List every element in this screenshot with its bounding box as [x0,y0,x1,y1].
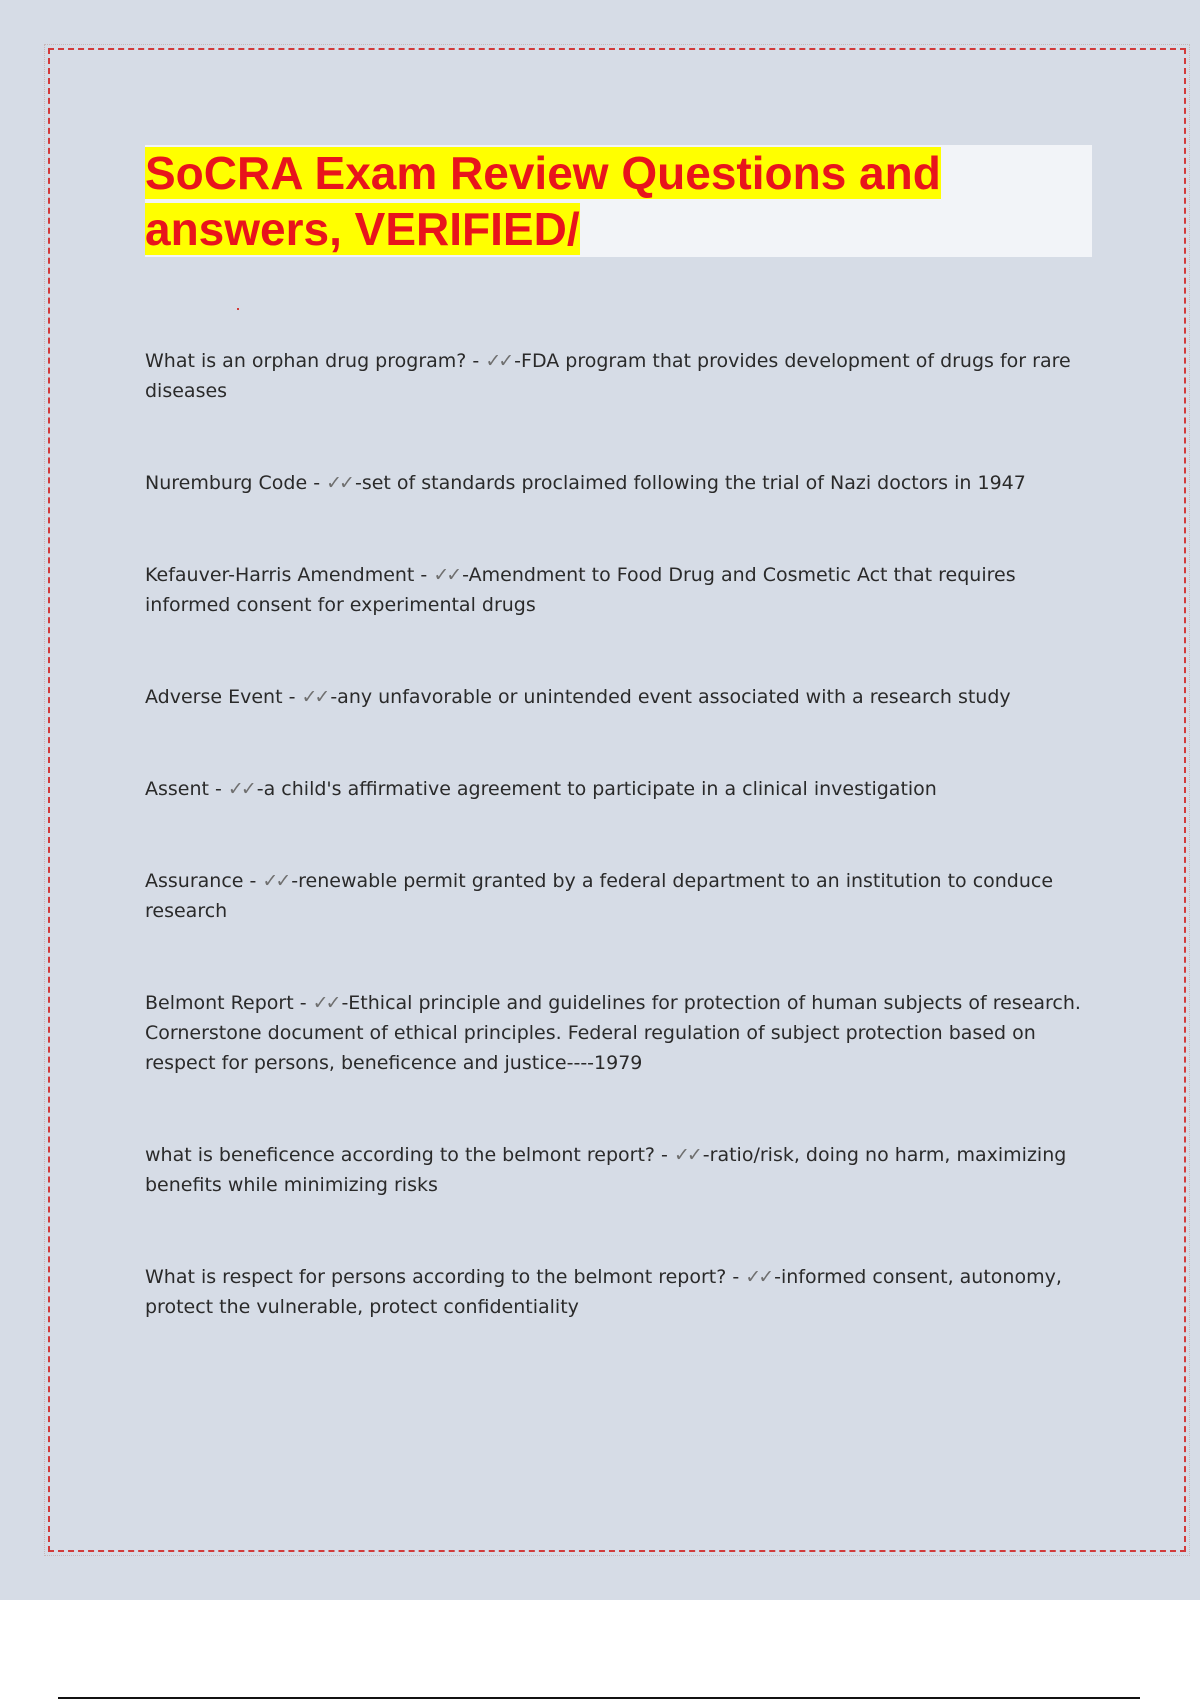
double-check-icon: ✓✓ [433,564,460,586]
double-check-icon: ✓✓ [227,778,254,800]
separator: - [462,564,469,586]
double-check-icon: ✓✓ [673,1144,700,1166]
qa-answer: any unfavorable or unintended event associated with a research study [337,686,1011,708]
separator: - [466,350,486,372]
qa-item [145,468,1095,498]
separator: - [243,870,263,892]
double-check-icon: ✓✓ [301,686,328,708]
double-check-icon: ✓✓ [326,472,352,494]
double-check-icon: ✓✓ [745,1266,772,1288]
separator: - [293,992,313,1014]
qa-answer: Ethical principle and guidelines for protection of human subjects of research. Cornerstone document of ethical principles. Federal regulation of subject protection based on respect for persons, beneficence and justice----1979 [145,992,1081,1074]
qa-term: Belmont Report [145,992,294,1014]
qa-answer: set of standards proclaimed following the trial of Nazi doctors in 1947 [361,472,1026,494]
qa-answer: a child's affirmative agreement to participate in a clinical investigation [263,778,937,800]
separator: - [282,686,302,708]
document-title [145,145,1092,257]
separator: - [256,778,264,800]
qa-item [145,866,1095,926]
qa-answer: informed consent, autonomy, protect the vulnerable, protect confidentiality [145,1266,1062,1318]
qa-list [145,346,1095,1384]
qa-term: Adverse Event [145,686,283,708]
separator: - [514,350,522,372]
qa-term: what is beneficence according to the belmont report? [145,1144,655,1166]
separator: - [774,1266,781,1288]
separator: - [307,472,327,494]
qa-answer: Amendment to Food Drug and Cosmetic Act that requires informed consent for experimental drugs [145,564,1016,616]
double-check-icon: ✓✓ [485,350,512,372]
separator: - [341,992,349,1014]
separator: - [702,1144,710,1166]
qa-answer: FDA program that provides development of drugs for rare diseases [145,350,1071,402]
separator: - [414,564,434,586]
footer-rule [58,1697,1140,1699]
qa-item [145,988,1095,1078]
qa-term: What is an orphan drug program? [145,350,467,372]
separator: - [291,870,299,892]
stray-mark [237,308,239,310]
double-check-icon: ✓✓ [262,870,289,892]
qa-item [145,1262,1095,1322]
separator: - [208,778,228,800]
qa-item [145,682,1095,712]
separator: - [354,472,362,494]
qa-answer: ratio/risk, doing no harm, maximizing benefits while minimizing risks [145,1144,1067,1196]
qa-term: Assurance [145,870,244,892]
qa-item [145,1140,1095,1200]
title-block [145,145,1092,257]
qa-term: Kefauver-Harris Amendment [145,564,415,586]
title-highlight: SoCRA Exam Review Questions and answers, VERIFIED/ [145,147,941,255]
separator: - [330,686,338,708]
double-check-icon: ✓✓ [312,992,339,1014]
qa-term: What is respect for persons according to the belmont report? [145,1266,727,1288]
qa-term: Nuremburg Code [145,472,308,494]
separator: - [655,1144,674,1166]
qa-item [145,346,1095,406]
qa-item [145,774,1095,804]
qa-term: Assent [145,778,209,800]
qa-item [145,560,1095,620]
separator: - [726,1266,746,1288]
qa-answer: renewable permit granted by a federal department to an institution to conduce research [145,870,1054,922]
